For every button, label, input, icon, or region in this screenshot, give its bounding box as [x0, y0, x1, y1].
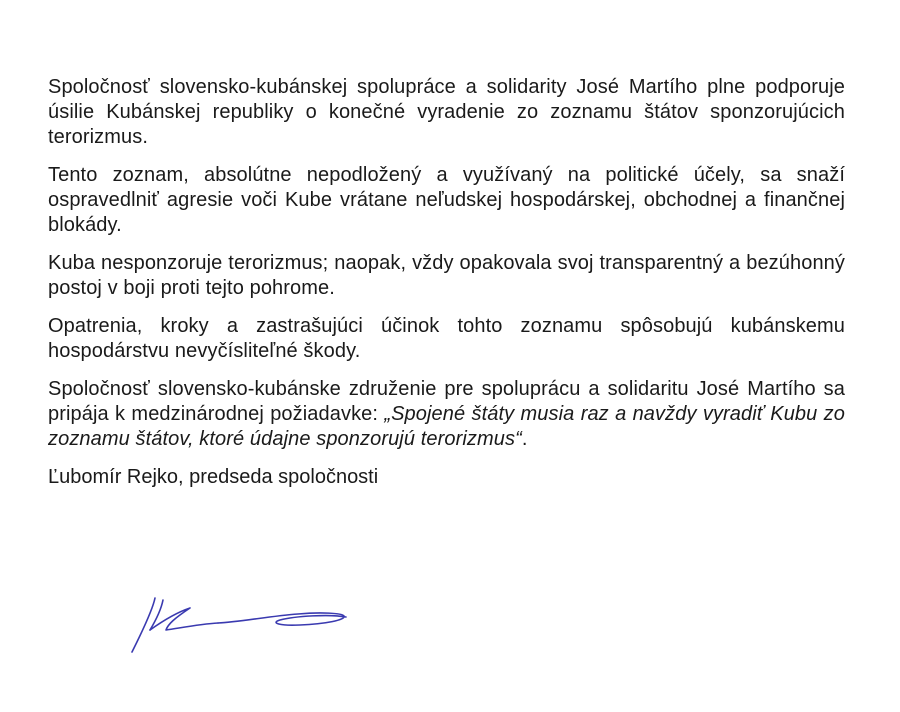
- paragraph-5-intro: Spoločnosť slovensko-kubánske združenie pre spoluprácu a solidaritu José Martího sa pripája k medzinárodnej požiadavke:: [48, 378, 845, 425]
- letter-body: [48, 75, 845, 490]
- demand-quote: „Spojené štáty musia raz a navždy vyradiť Kubu zo zoznamu štátov, ktoré údajne sponzorujú terorizmus“: [48, 403, 845, 450]
- signature-stroke: [132, 598, 155, 652]
- paragraph-5-ending: .: [521, 428, 528, 450]
- paragraph-3: Kuba nesponzoruje terorizmus; naopak, vždy opakovala svoj transparentný a bezúhonný postoj v boji proti tejto pohrome.: [48, 252, 845, 299]
- handwritten-signature: [120, 590, 360, 660]
- paragraph-1: Spoločnosť slovensko-kubánskej spolupráce a solidarity José Martího plne podporuje úsilie Kubánskej republiky o konečné vyradenie zo zoznamu štátov sponzorujúcich terorizmus.: [48, 76, 845, 148]
- paragraph-4: Opatrenia, kroky a zastrašujúci účinok tohto zoznamu spôsobujú kubánskemu hospodárstvu nevyčísliteľné škody.: [48, 315, 845, 362]
- signature-stroke: [218, 613, 346, 625]
- paragraph-5: [48, 377, 845, 452]
- paragraph-2: Tento zoznam, absolútne nepodložený a využívaný na politické účely, sa snaží ospravedlniť agresie voči Kube vrátane neľudskej hospodárskej, obchodnej a finančnej blokády.: [48, 164, 845, 236]
- signatory-line: Ľubomír Rejko, predseda spoločnosti: [48, 466, 379, 488]
